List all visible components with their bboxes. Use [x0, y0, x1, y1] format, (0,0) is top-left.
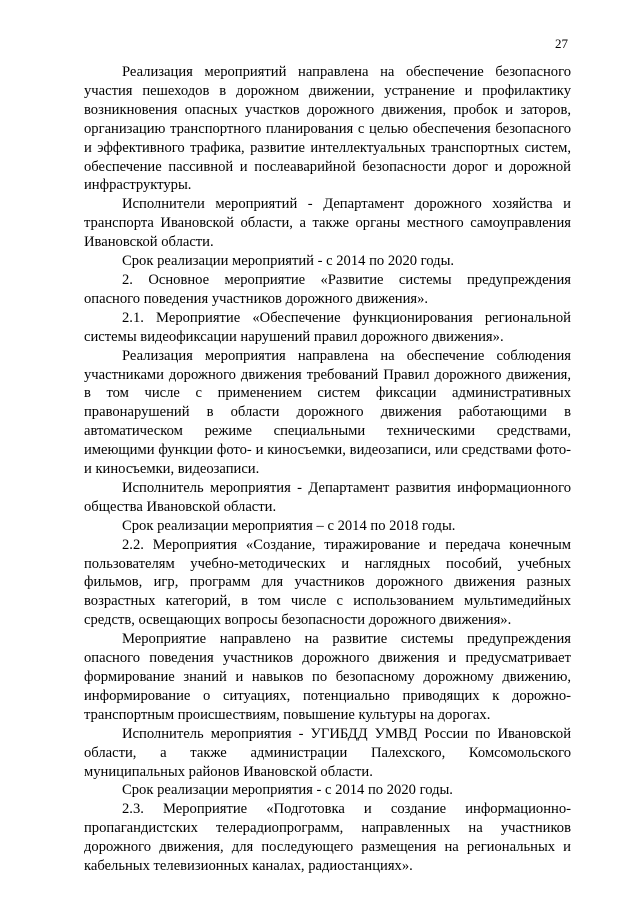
paragraph-measure-2-2-description: Мероприятие направлено на развитие системы предупреждения опасного поведения участников дорожного движения и предусматривает формирование знаний и навыков по безопасному дорожному движению, информирование о ситуациях, потенциально приводящих к дорожно-транспортным происшествиям, повышение культуры на дорогах. [84, 631, 571, 723]
paragraph-measure-2-1-description: Реализация мероприятия направлена на обеспечение соблюдения участниками дорожного движения требований Правил дорожного движения, в том числе с применением систем фиксации административных правонарушений в области дорожного движения работающими в автоматическом режиме специальными техническими средствами, имеющими функции фото- и киносъемки, видеозаписи, или средствами фото- и киносъемки, видеозаписи. [84, 347, 571, 478]
paragraph-measure-2-1-executor: Исполнитель мероприятия - Департамент развития информационного общества Ивановской области. [84, 479, 571, 515]
paragraph-measure-2-2: 2.2. Мероприятия «Создание, тиражирование и передача конечным пользователям учебно-методических и наглядных пособий, учебных фильмов, игр, программ для участников дорожного движения разных возрастных категорий, в том числе с использованием мультимедийных средств, освещающих вопросы безопасности дорожного движения». [84, 536, 571, 629]
paragraph-measure-2-1-term: Срок реализации мероприятия – с 2014 по 2018 годы. [122, 517, 456, 534]
paragraph-main-measure-2: 2. Основное мероприятие «Развитие системы предупреждения опасного поведения участников дорожного движения». [84, 271, 571, 307]
paragraph-executors: Исполнители мероприятий - Департамент дорожного хозяйства и транспорта Ивановской области, а также органы местного самоуправления Ивановской области. [84, 196, 571, 251]
page-number: 27 [555, 36, 568, 51]
paragraph-measure-2-2-executor: Исполнитель мероприятия - УГИБДД УМВД России по Ивановской области, а также администрации Палехского, Комсомольского муниципальных районов Ивановской области. [84, 725, 571, 780]
paragraph-measure-2-3: 2.3. Мероприятие «Подготовка и создание информационно-пропагандистских телерадиопрограмм, направленных на участников дорожного движения, для последующего размещения на региональных и кабельных телевизионных каналах, радиостанциях». [84, 801, 571, 875]
paragraph-term: Срок реализации мероприятий - с 2014 по 2020 годы. [122, 253, 455, 270]
paragraph-measure-2-1: 2.1. Мероприятие «Обеспечение функционирования региональной системы видеофиксации нарушений правил дорожного движения». [84, 309, 571, 345]
paragraph-measure-2-2-term: Срок реализации мероприятия - с 2014 по 2020 годы. [122, 782, 453, 799]
paragraph-measures-pedestrian-safety: Реализация мероприятий направлена на обеспечение безопасного участия пешеходов в дорожном движении, устранение и профилактику возникновения опасных участков дорожного движения, пробок и заторов, организацию транспортного планирования с целью обеспечения безопасного и эффективного трафика, развитие интеллектуальных транспортных систем, обеспечение пассивной и послеаварийной безопасности дорог и дорожной инфраструктуры. [84, 64, 571, 194]
document-body [84, 63, 571, 876]
